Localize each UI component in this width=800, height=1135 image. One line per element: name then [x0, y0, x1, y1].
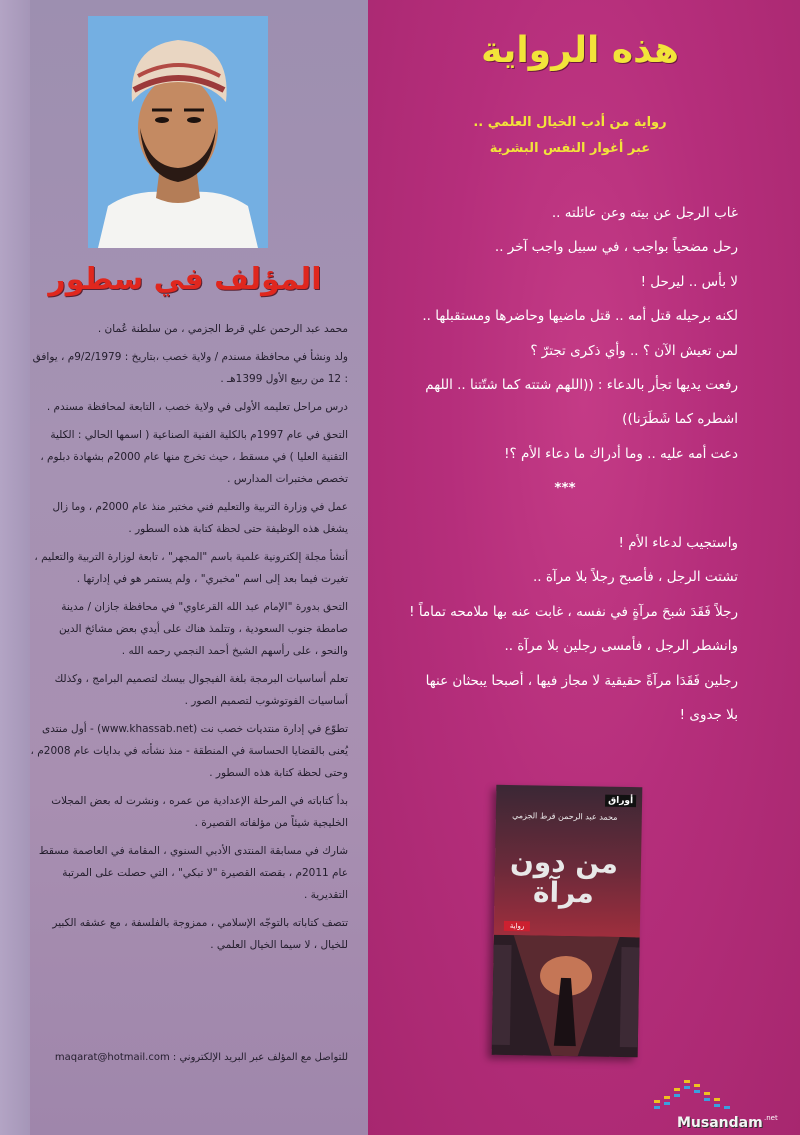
author-bio [30, 318, 348, 962]
novel-blurb-part-2 [392, 526, 738, 732]
novel-subtitle [400, 110, 740, 162]
blurb-line: واستجيب لدعاء الأم ! [618, 535, 738, 551]
novel-subtitle-line-2: عبر أغوار النفس البشرية [489, 141, 651, 156]
blurb-separator: *** [554, 480, 576, 497]
blurb-line: وانشطر الرجل ، فأمسى رجلين بلا مرآة .. [504, 638, 738, 655]
bio-item: أنشأ مجلة إلكترونية علمية باسم "المجهر" ، تابعة لوزارة التربية والتعليم ، تغيرت فيما بعد إلى اسم "مخبري" ، ولم يستمر هو في إدارتها . [34, 551, 348, 585]
blurb-line: رفعت يديها تجأر بالدعاء : ((اللهم شتته كما شتّتنا .. اللهم [425, 377, 738, 394]
book-cover-title: من دون مرآة [509, 844, 619, 910]
blurb-line: اشطره كما شَطَرَنا)) [622, 411, 738, 428]
blurb-line: رحل مضحياً بواجب ، في سبيل واجب آخر .. [494, 239, 738, 256]
watermark-suffix: .net [764, 1114, 778, 1122]
book-cover-art [492, 935, 640, 1058]
bio-item: ولد ونشأ في محافظة مسندم / ولاية خصب ،بتاريخ : 9/2/1979م ، يوافق : 12 من ربيع الأول 1399هـ . [32, 351, 348, 385]
blurb-line: دعت أمه عليه .. وما أدراك ما دعاء الأم ؟! [504, 445, 738, 462]
blurb-line: لمن تعيش الآن ؟ .. وأي ذكرى تجترّ ؟ [530, 342, 738, 359]
novel-subtitle-line-1: رواية من أدب الخيال العلمي .. [473, 115, 667, 130]
bio-item: التحق بدورة "الإمام عبد الله القرعاوي" في محافظة جازان / مدينة صامطة جنوب السعودية ، وتتلمذ هناك على أيدي بعض مشائخ الدين والنحو ، على رأسهم الشيخ أحمد النجمي رحمه الله . [58, 601, 348, 657]
publisher-logo: أوراق [605, 795, 636, 808]
blurb-line: غاب الرجل عن بيته وعن عائلته .. [551, 205, 738, 221]
author-photo [88, 16, 268, 248]
novel-heading: هذه الرواية [481, 30, 679, 71]
blurb-line: رجلين فَقَدَا مرآةً حقيقية لا مجاز فيها ، أصبحا يبحثان عنها [425, 672, 738, 689]
blurb-line: تشتت الرجل ، فأصبح رجلاً بلا مرآة .. [532, 569, 738, 586]
book-spine-edge [0, 0, 30, 1135]
bio-item: محمد عبد الرحمن علي قرط الجزمي ، من سلطنة عُمان . [97, 323, 348, 335]
book-cover-author: محمد عبد الرحمن قرط الجزمي [512, 811, 618, 822]
bio-item: تطوّع في إدارة منتديات خصب نت (www.khassab.net) - أول منتدى يُعنى بالقضايا الحساسة في المنطقة - منذ نشأته في بدايات عام 2008م ، وحتى لحظة كتابة هذه السطور . [30, 723, 348, 779]
watermark-brand: Musandam [677, 1115, 763, 1131]
bio-item: شارك في مسابقة المنتدى الأدبي السنوي ، المقامة في العاصمة مسقط عام 2011م ، بقصته القصيرة "لا تبكي" ، التي حصلت على المرتبة التقديرية . [38, 845, 348, 901]
blurb-line: رجلاً فَقَدَ شبحَ مرآةٍ في نفسه ، غابت عنه بها ملامحه تماماً ! [409, 603, 738, 620]
author-section-heading: المؤلف في سطور [48, 262, 322, 297]
bio-item: عمل في وزارة التربية والتعليم فني مختبر منذ عام 2000م ، وما زال يشغل هذه الوظيفة حتى لحظة كتابة هذه السطور . [52, 501, 348, 535]
bio-item: بدأ كتاباته في المرحلة الإعدادية من عمره ، ونشرت له بعض المجلات الخليجية شيئاً من مؤلفاته القصيرة . [51, 795, 348, 829]
blurb-line: لكنه برحيله قتل أمه .. قتل ماضيها وحاضرها ومستقبلها .. [422, 308, 738, 325]
bio-item: تعلم أساسيات البرمجة بلغة الفيجوال بيسك لتصميم البرامج ، وكذلك أساسيات الفوتوشوب لتصميم الصور . [54, 673, 348, 707]
author-email-line: للتواصل مع المؤلف عبر البريد الإلكتروني : maqarat@hotmail.com [54, 1052, 348, 1063]
blurb-line: لا بأس .. ليرحل ! [640, 273, 738, 290]
blurb-line: بلا جدوى ! [679, 707, 738, 724]
bio-item: تتصف كتاباته بالتوجّه الإسلامي ، ممزوجة بالفلسفة ، مع عشقه الكبير للخيال ، لا سيما الخيال العلمي . [52, 917, 348, 951]
bio-item: درس مراحل تعليمه الأولى في ولاية خصب ، التابعة لمحافظة مسندم . [46, 401, 348, 413]
novel-blurb-part-1 [392, 196, 738, 506]
bio-item: التحق في عام 1997م بالكلية الفنية الصناعية ( اسمها الحالي : الكلية التقنية العليا ) في مسقط ، حيث تخرج منها عام 2000م بشهادة دبلوم ، تخصص مختبرات المدارس . [40, 429, 348, 485]
book-cover-thumbnail [492, 785, 643, 1058]
book-genre-tag: رواية [504, 921, 531, 931]
